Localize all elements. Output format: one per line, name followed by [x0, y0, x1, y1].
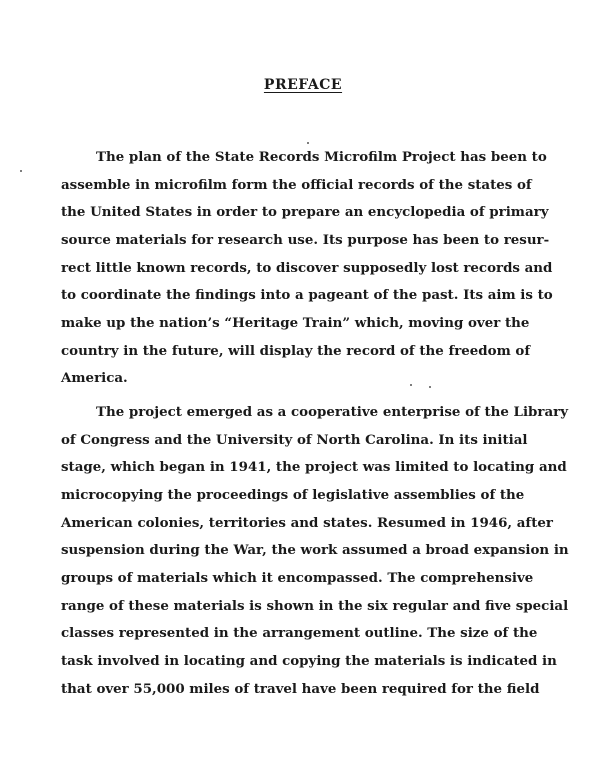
paragraph-2-line-4: microcopying the proceedings of legislative assemblies of the [61, 487, 525, 503]
paragraph-2-line-5: American colonies, territories and states. Resumed in 1946, after [61, 515, 553, 531]
paragraph-2-line-8: range of these materials is shown in the six regular and five special [61, 598, 569, 614]
paragraph-2-line-9: classes represented in the arrangement outline. The size of the [61, 625, 538, 641]
paragraph-1-line-1: The plan of the State Records Microfilm Project has been to [96, 149, 547, 165]
paragraph-2-line-7: groups of materials which it encompassed. The comprehensive [61, 570, 534, 586]
paragraph-1-line-2: assemble in microfilm form the official records of the states of [61, 177, 532, 193]
scan-speck [307, 142, 309, 144]
paragraph-2-line-10: task involved in locating and copying the materials is indicated in [61, 653, 557, 669]
scan-speck [410, 384, 412, 386]
paragraph-1-line-8: country in the future, will display the record of the freedom of [61, 343, 531, 359]
scan-speck [429, 386, 431, 388]
paragraph-2-line-11: that over 55,000 miles of travel have been required for the field [61, 681, 540, 697]
paragraph-2-line-1: The project emerged as a cooperative enterprise of the Library [96, 404, 568, 420]
page-heading [0, 77, 600, 93]
scan-speck [20, 170, 22, 172]
paragraph-1-line-4: source materials for research use. Its purpose has been to resur- [61, 232, 550, 248]
paragraph-2-line-3: stage, which began in 1941, the project was limited to locating and [61, 459, 567, 475]
paragraph-1-line-7: make up the nation’s “Heritage Train” which, moving over the [61, 315, 530, 331]
paragraph-1-line-6: to coordinate the findings into a pageant of the past. Its aim is to [61, 287, 553, 303]
paragraph-1-line-5: rect little known records, to discover supposedly lost records and [61, 260, 553, 276]
heading-text: PREFACE [263, 77, 343, 93]
paragraph-1-line-3: the United States in order to prepare an encyclopedia of primary [61, 204, 549, 220]
paragraph-1-line-9: America. [61, 370, 128, 386]
paragraph-2-line-2: of Congress and the University of North Carolina. In its initial [61, 432, 528, 448]
paragraph-2-line-6: suspension during the War, the work assumed a broad expansion in [61, 542, 569, 558]
